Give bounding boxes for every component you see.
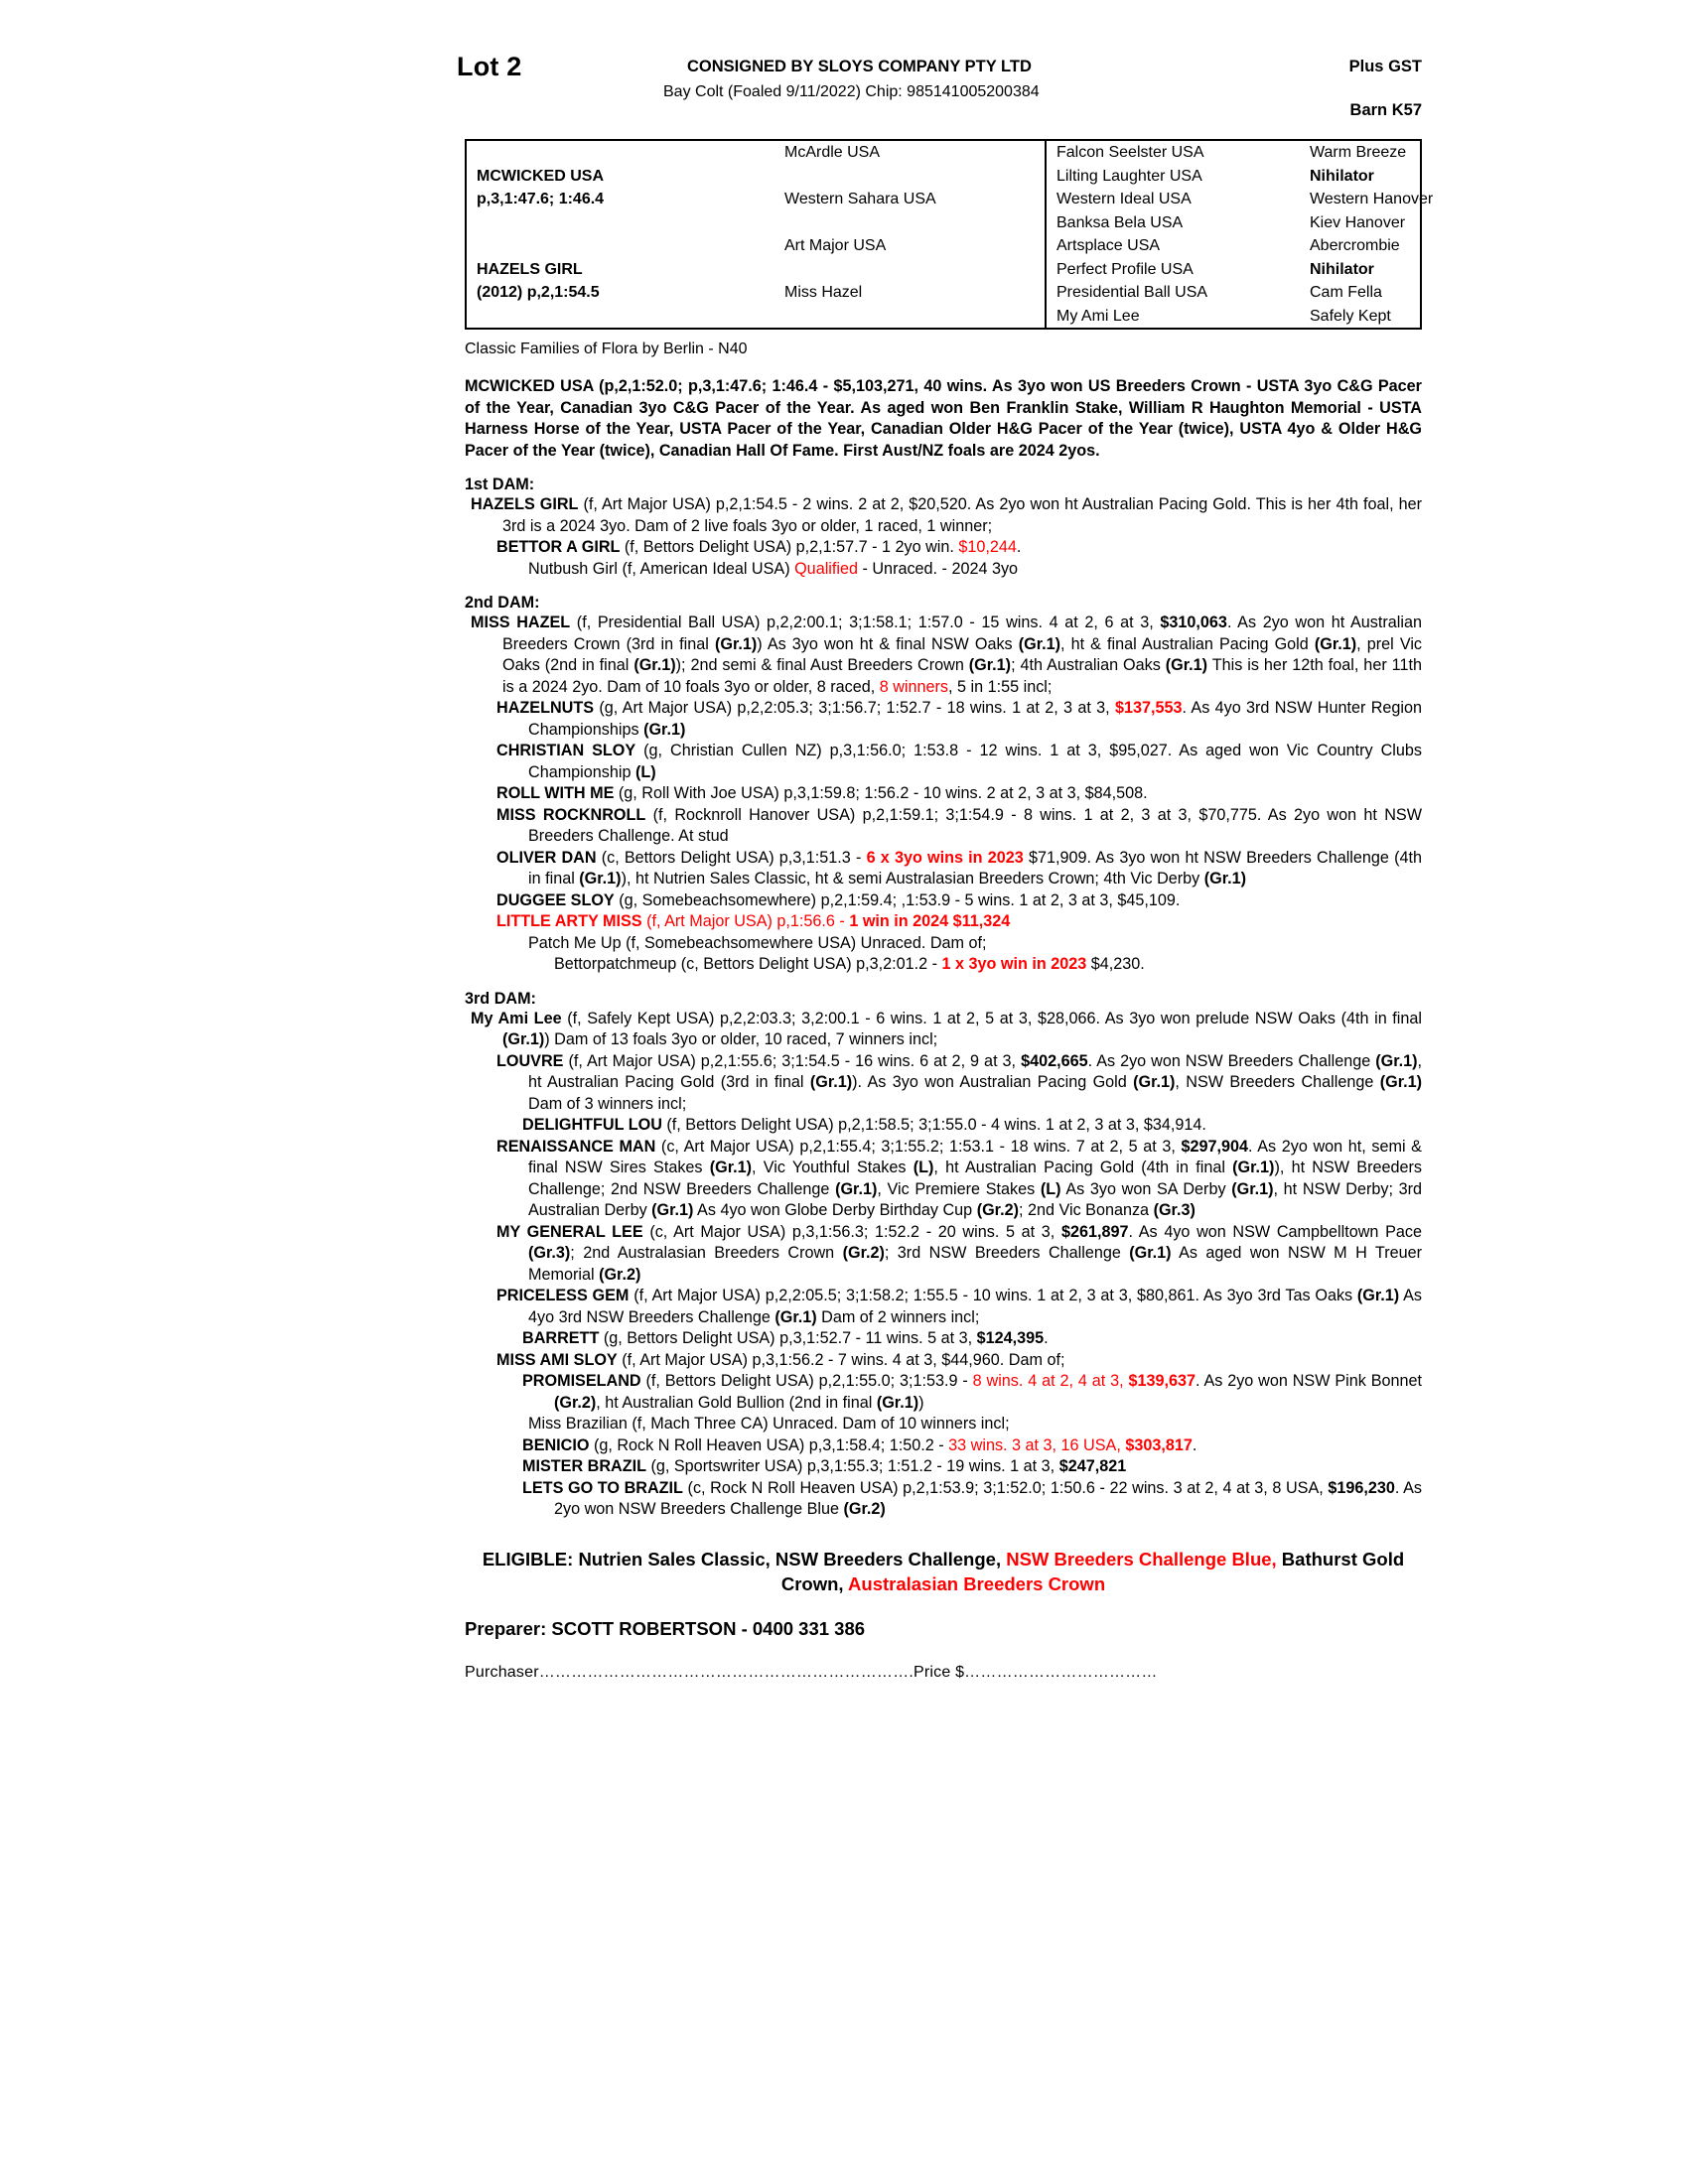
pedigree-entry: RENAISSANCE MAN (c, Art Major USA) p,2,1:55.4; 3;1:55.2; 1:53.1 - 18 wins. 7 at 2, 5 at 3, $297,904. As 2yo won ht, semi & final NSW Sires Stakes (Gr.1), Vic Youthful Stakes (L), ht Australian Pacing Gold (4th in final (Gr.1)), ht NSW Breeders Challenge; 2nd NSW Breeders Challenge (Gr.1), Vic Premiere Stakes (L) As 3yo won SA Derby (Gr.1), ht NSW Derby; 3rd Australian Derby (Gr.1) As 4yo won Globe Derby Birthday Cup (Gr.2); 2nd Vic Bonanza (Gr.3) xyxy=(496,1137,1422,1219)
classic-families-line: Classic Families of Flora by Berlin - N40 xyxy=(465,341,748,357)
pedigree-row xyxy=(467,305,1503,329)
pedigree-cell: (2012) p,2,1:54.5 xyxy=(477,284,600,301)
plus-gst-label: Plus GST xyxy=(1348,58,1422,75)
pedigree-cell: Warm Breeze xyxy=(1310,144,1407,161)
pedigree-entry: My Ami Lee (f, Safely Kept USA) p,2,2:03.3; 3,2:00.1 - 6 wins. 1 at 2, 5 at 3, $28,066. As 3yo won prelude NSW Oaks (4th in final (Gr.1)) Dam of 13 foals 3yo or older, 10 raced, 7 winners incl; xyxy=(471,1009,1422,1048)
pedigree-entry: MISS AMI SLOY (f, Art Major USA) p,3,1:56.2 - 7 wins. 4 at 3, $44,960. Dam of; xyxy=(496,1350,1065,1369)
pedigree-entry: MISS ROCKNROLL (f, Rocknroll Hanover USA) p,2,1:59.1; 3;1:54.9 - 8 wins. 1 at 2, 3 at 3, $70,775. As 2yo won ht NSW Breeders Challenge. At stud xyxy=(496,805,1422,845)
pedigree-entry: ROLL WITH ME (g, Roll With Joe USA) p,3,1:59.8; 1:56.2 - 10 wins. 2 at 2, 3 at 3, $84,508. xyxy=(496,784,1148,802)
pedigree-cell: Miss Hazel xyxy=(784,284,863,301)
pedigree-cell xyxy=(467,141,774,165)
pedigree-table xyxy=(465,139,1434,330)
pedigree-cell xyxy=(774,165,1046,189)
pedigree-entry: PRICELESS GEM (f, Art Major USA) p,2,2:05.5; 3;1:58.2; 1:55.5 - 10 wins. 1 at 2, 3 at 3, $80,861. As 3yo 3rd Tas Oaks (Gr.1) As 4yo 3rd NSW Breeders Challenge (Gr.1) Dam of 2 winners incl; xyxy=(496,1287,1422,1326)
pedigree-row xyxy=(467,165,1503,189)
pedigree-cell xyxy=(774,258,1046,282)
pedigree-cell xyxy=(467,211,774,235)
pedigree-cell: Abercrombie xyxy=(1310,237,1400,254)
dams-container xyxy=(457,476,1450,1521)
pedigree-entry: PROMISELAND (f, Bettors Delight USA) p,2,1:55.0; 3;1:53.9 - 8 wins. 4 at 2, 4 at 3, $139,637. As 2yo won NSW Pink Bonnet (Gr.2), ht Australian Gold Bullion (2nd in final (Gr.1)) xyxy=(522,1372,1423,1412)
pedigree-cell: Falcon Seelster USA xyxy=(1046,141,1300,165)
pedigree-entry: Bettorpatchmeup (c, Bettors Delight USA) p,3,2:01.2 - 1 x 3yo win in 2023 $4,230. xyxy=(554,955,1145,973)
pedigree-cell: Nihilator xyxy=(1310,260,1374,278)
pedigree-cell: Western Sahara USA xyxy=(784,191,936,207)
pedigree-cell: Lilting Laughter USA xyxy=(1046,165,1300,189)
pedigree-cell: Art Major USA xyxy=(784,237,887,254)
dam-heading: 3rd DAM: xyxy=(465,989,536,1008)
pedigree-entry: Nutbush Girl (f, American Ideal USA) Qualified - Unraced. - 2024 3yo xyxy=(528,559,1019,578)
foal-details: Bay Colt (Foaled 9/11/2022) Chip: 985141005200384 xyxy=(663,83,1040,100)
lot-number: Lot 2 xyxy=(457,52,522,81)
preparer-line: Preparer: SCOTT ROBERTSON - 0400 331 386 xyxy=(465,1617,866,1639)
pedigree-row xyxy=(467,234,1503,258)
pedigree-entry: HAZELS GIRL (f, Art Major USA) p,2,1:54.5 - 2 wins. 2 at 2, $20,520. As 2yo won ht Australian Pacing Gold. This is her 4th foal, her 3rd is a 2024 3yo. Dam of 2 live foals 3yo or older, 1 raced, 1 winner; xyxy=(471,495,1422,535)
eligible-line: ELIGIBLE: Nutrien Sales Classic, NSW Breeders Challenge, NSW Breeders Challenge Blue, Bathurst Gold Crown, Australasian Breeders Crown xyxy=(482,1548,1405,1594)
pedigree-entry: HAZELNUTS (g, Art Major USA) p,2,2:05.3; 3;1:56.7; 1:52.7 - 18 wins. 1 at 2, 3 at 3, $137,553. As 4yo 3rd NSW Hunter Region Championships (Gr.1) xyxy=(496,699,1422,739)
pedigree-cell: Banksa Bela USA xyxy=(1046,211,1300,235)
pedigree-row xyxy=(467,188,1503,211)
consignor-name: CONSIGNED BY SLOYS COMPANY PTY LTD xyxy=(687,58,1032,75)
pedigree-cell: Perfect Profile USA xyxy=(1046,258,1300,282)
dam-heading: 2nd DAM: xyxy=(465,594,540,612)
pedigree-entry: DUGGEE SLOY (g, Somebeachsomewhere) p,2,1:59.4; ,1:53.9 - 5 wins. 1 at 2, 3 at 3, $45,109. xyxy=(496,890,1181,909)
pedigree-cell xyxy=(467,305,774,329)
pedigree-row xyxy=(467,281,1503,305)
pedigree-entry: DELIGHTFUL LOU (f, Bettors Delight USA) p,2,1:58.5; 3;1:55.0 - 4 wins. 1 at 2, 3 at 3, $34,914. xyxy=(522,1116,1206,1134)
pedigree-entry: MISTER BRAZIL (g, Sportswriter USA) p,3,1:55.3; 1:51.2 - 19 wins. 1 at 3, $247,821 xyxy=(522,1457,1127,1475)
pedigree-cell xyxy=(774,211,1046,235)
catalogue-sheet xyxy=(457,52,1450,1682)
pedigree-row xyxy=(467,141,1503,165)
pedigree-entry: LOUVRE (f, Art Major USA) p,2,1:55.6; 3;1:54.5 - 16 wins. 6 at 2, 9 at 3, $402,665. As 2yo won NSW Breeders Challenge (Gr.1), ht Australian Pacing Gold (3rd in final (Gr.1)). As 3yo won Australian Pacing Gold (Gr.1), NSW Breeders Challenge (Gr.1) Dam of 3 winners incl; xyxy=(496,1051,1422,1113)
pedigree-entry: BENICIO (g, Rock N Roll Heaven USA) p,3,1:58.4; 1:50.2 - 33 wins. 3 at 3, 16 USA, $303,817. xyxy=(522,1435,1197,1454)
pedigree-entry: LITTLE ARTY MISS (f, Art Major USA) p,1:56.6 - 1 win in 2024 $11,324 xyxy=(496,912,1011,930)
pedigree-row xyxy=(467,258,1503,282)
pedigree-cell: My Ami Lee xyxy=(1046,305,1300,329)
pedigree-cell xyxy=(774,305,1046,329)
pedigree-cell: Western Ideal USA xyxy=(1046,188,1300,211)
pedigree-entry: LETS GO TO BRAZIL (c, Rock N Roll Heaven USA) p,2,1:53.9; 3;1:52.0; 1:50.6 - 22 wins. 3 at 2, 4 at 3, 8 USA, $196,230. As 2yo won NSW Breeders Challenge Blue (Gr.2) xyxy=(522,1478,1423,1518)
pedigree-cell: McArdle USA xyxy=(784,144,881,161)
pedigree-cell: Kiev Hanover xyxy=(1310,213,1406,231)
barn-number: Barn K57 xyxy=(1349,101,1422,119)
pedigree-cell: Western Hanover xyxy=(1310,191,1434,207)
page-header xyxy=(457,52,1450,131)
pedigree-cell: Safely Kept xyxy=(1310,307,1391,325)
purchaser-line: Purchaser…………………………………………………………….Price $……………………………… xyxy=(465,1663,1158,1681)
pedigree-cell xyxy=(467,234,774,258)
pedigree-cell: Artsplace USA xyxy=(1046,234,1300,258)
pedigree-entry: CHRISTIAN SLOY (g, Christian Cullen NZ) p,3,1:56.0; 1:53.8 - 12 wins. 1 at 3, $95,027. As aged won Vic Country Clubs Championship (L) xyxy=(496,742,1423,781)
pedigree-cell: HAZELS GIRL xyxy=(477,260,583,278)
pedigree-entry: BETTOR A GIRL (f, Bettors Delight USA) p,2,1:57.7 - 1 2yo win. $10,244. xyxy=(496,538,1022,556)
pedigree-cell: MCWICKED USA xyxy=(477,167,604,185)
pedigree-entry: MY GENERAL LEE (c, Art Major USA) p,3,1:56.3; 1:52.2 - 20 wins. 5 at 3, $261,897. As 4yo won NSW Campbelltown Pace (Gr.3); 2nd Australasian Breeders Crown (Gr.2); 3rd NSW Breeders Challenge (Gr.1) As aged won NSW M H Treuer Memorial (Gr.2) xyxy=(496,1222,1423,1284)
sire-paragraph: MCWICKED USA (p,2,1:52.0; p,3,1:47.6; 1:46.4 - $5,103,271, 40 wins. As 3yo won US Breeders Crown - USTA 3yo C&G Pacer of the Year, Canadian 3yo C&G Pacer of the Year. As aged won Ben Franklin Stake, William R Haughton Memorial - USTA Harness Horse of the Year, USTA Pacer of the Year, Canadian Older H&G Pacer of the Year (twice), USTA 4yo & Older H&G Pacer of the Year (twice), Canadian Hall Of Fame. First Aust/NZ foals are 2024 2yos. xyxy=(465,377,1422,460)
pedigree-cell: Cam Fella xyxy=(1310,284,1382,301)
pedigree-entry: BARRETT (g, Bettors Delight USA) p,3,1:52.7 - 11 wins. 5 at 3, $124,395. xyxy=(522,1329,1049,1347)
pedigree-cell: Presidential Ball USA xyxy=(1046,281,1300,305)
pedigree-cell: Nihilator xyxy=(1310,167,1374,185)
pedigree-entry: Miss Brazilian (f, Mach Three CA) Unraced. Dam of 10 winners incl; xyxy=(528,1415,1010,1433)
pedigree-row xyxy=(467,211,1503,235)
pedigree-entry: OLIVER DAN (c, Bettors Delight USA) p,3,1:51.3 - 6 x 3yo wins in 2023 $71,909. As 3yo won ht NSW Breeders Challenge (4th in final (Gr.1)), ht Nutrien Sales Classic, ht & semi Australasian Breeders Crown; 4th Vic Derby (Gr.1) xyxy=(496,848,1422,887)
pedigree-cell: p,3,1:47.6; 1:46.4 xyxy=(477,191,605,207)
pedigree-entry: MISS HAZEL (f, Presidential Ball USA) p,2,2:00.1; 3;1:58.1; 1:57.0 - 15 wins. 4 at 2, 6 at 3, $310,063. As 2yo won ht Australian Breeders Crown (3rd in final (Gr.1)) As 3yo won ht & final NSW Oaks (Gr.1), ht & final Australian Pacing Gold (Gr.1), prel Vic Oaks (2nd in final (Gr.1)); 2nd semi & final Aust Breeders Crown (Gr.1); 4th Australian Oaks (Gr.1) This is her 12th foal, her 11th is a 2024 2yo. Dam of 10 foals 3yo or older, 8 raced, 8 winners, 5 in 1:55 incl; xyxy=(471,614,1423,696)
dam-heading: 1st DAM: xyxy=(465,476,535,493)
pedigree-entry: Patch Me Up (f, Somebeachsomewhere USA) Unraced. Dam of; xyxy=(528,933,987,952)
